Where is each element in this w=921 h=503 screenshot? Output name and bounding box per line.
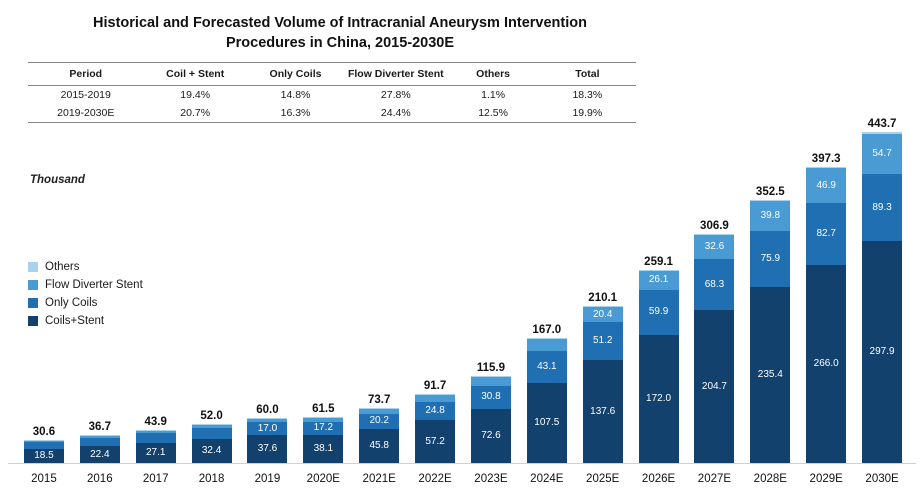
table-header-cell: Total: [539, 63, 636, 86]
x-axis-tick-label: 2019: [254, 473, 281, 485]
bar-segment-coils-stent: [806, 265, 846, 463]
table-header-cell: Others: [448, 63, 539, 86]
table-header-row: [28, 63, 636, 86]
bar-segment-value: 24.8: [425, 405, 445, 417]
x-axis-tick-label: 2015: [31, 473, 57, 485]
bar-segment-only-coils: [136, 433, 176, 443]
table-cell: 27.8%: [380, 89, 411, 102]
bar-segment-coils-stent: [247, 435, 287, 463]
bar-segment-flow-diverter-stent: [862, 134, 902, 175]
bar-segment-flow-diverter-stent: [583, 307, 623, 322]
bar-segment-coils-stent: [750, 287, 790, 463]
bar-segment-coils-stent: [359, 429, 399, 463]
bar-segment-value: 27.1: [145, 446, 166, 458]
bar-segment-value: 30.8: [481, 391, 501, 403]
bar-segment-value: 68.3: [704, 278, 725, 290]
table-cell: 12.5%: [448, 104, 539, 123]
bar-segment-coils-stent: [192, 439, 232, 463]
bar-segment-coils-stent: [415, 420, 455, 463]
bar-segment-coils-stent: [527, 383, 567, 463]
bar-group: [24, 426, 64, 463]
bar-segment-value: 172.0: [646, 392, 672, 404]
bar-total-label: 30.6: [32, 425, 56, 438]
x-axis-tick-label: 2020E: [306, 473, 340, 485]
bar-segment-only-coils: [24, 442, 64, 449]
bar-total-label: 60.0: [256, 403, 279, 416]
bar-segment-coils-stent: [639, 335, 679, 463]
bar-segment-flow-diverter-stent: [471, 377, 511, 386]
bar-segment-value: 59.9: [648, 306, 669, 318]
bar-total-label: 91.7: [423, 380, 447, 393]
bar-total-label: 443.7: [867, 118, 897, 131]
bar-total-label: 306.9: [700, 220, 729, 233]
bar-segment-only-coils: [247, 422, 287, 435]
table-cell: 24.4%: [344, 104, 447, 123]
bar-segment-flow-diverter-stent: [750, 201, 790, 231]
bar-segment-value: 266.0: [813, 357, 839, 369]
units-label: Thousand: [30, 174, 85, 186]
bar-segment-value: 137.6: [590, 405, 616, 417]
bar-total-label: 397.3: [811, 152, 841, 165]
bar-segment-value: 20.2: [369, 415, 389, 427]
bar-group: [583, 292, 623, 463]
x-axis-tick-label: 2028E: [753, 473, 787, 485]
table-cell: 20.7%: [144, 104, 247, 123]
table-cell: 18.3%: [572, 89, 603, 102]
bar-total-label: 43.9: [144, 415, 167, 428]
page-title: [30, 14, 650, 53]
bar-group: [694, 220, 734, 463]
x-axis-tick-label: 2025E: [586, 473, 620, 485]
bar-group: [639, 256, 679, 463]
table-cell: 2015-2019: [60, 89, 111, 102]
bar-segment-value: 17.0: [257, 422, 278, 434]
bar-segment-value: 235.4: [757, 369, 783, 381]
table-cell: 19.4%: [180, 89, 211, 102]
table-header-cell: Coil + Stent: [144, 63, 247, 86]
bar-segment-coils-stent: [471, 409, 511, 463]
legend-label: Others: [45, 260, 80, 273]
bar-total-label: 36.7: [88, 421, 111, 434]
bar-segment-coils-stent: [862, 241, 902, 463]
bar-group: [862, 118, 902, 463]
bar-segment-only-coils: [750, 231, 790, 288]
table-cell: 19.9%: [539, 104, 636, 123]
bar-total-label: 352.5: [755, 186, 785, 199]
bar-segment-value: 18.5: [34, 450, 54, 462]
bar-segment-only-coils: [583, 322, 623, 360]
bar-segment-value: 75.9: [760, 253, 781, 265]
x-axis-tick-label: 2016: [87, 473, 113, 485]
bar-segment-only-coils: [471, 386, 511, 409]
bar-segment-value: 38.1: [313, 442, 334, 454]
x-axis-tick-label: 2023E: [474, 473, 508, 485]
x-axis-line: [8, 463, 916, 464]
bar-total-label: 115.9: [476, 362, 506, 375]
table-cell: 16.3%: [247, 104, 344, 123]
x-axis-tick-label: 2022E: [418, 473, 452, 485]
bar-segment-only-coils: [359, 414, 399, 429]
stacked-bar-chart: [8, 100, 916, 485]
bar-segment-only-coils: [80, 438, 120, 447]
bar-segment-value: 72.6: [481, 429, 501, 441]
table-header-cell: Period: [28, 63, 144, 86]
bar-segment-value: 54.7: [872, 147, 892, 159]
bar-segment-only-coils: [806, 203, 846, 265]
page-title-line-2: Procedures in China, 2015-2030E: [225, 34, 455, 51]
bar-group: [80, 421, 120, 463]
bar-segment-coils-stent: [583, 360, 623, 463]
bar-segment-value: 39.8: [760, 210, 781, 222]
bar-total-label: 167.0: [532, 324, 562, 337]
bar-segment-value: 82.7: [816, 227, 836, 239]
bar-group: [303, 403, 343, 463]
bar-segment-value: 204.7: [701, 380, 727, 392]
bar-segment-flow-diverter-stent: [806, 168, 846, 203]
bar-group: [192, 410, 232, 463]
bar-total-label: 52.0: [200, 409, 223, 422]
bar-segment-value: 107.5: [534, 416, 560, 428]
bar-segment-coils-stent: [136, 443, 176, 463]
bar-segment-value: 89.3: [872, 201, 892, 213]
bar-segment-value: 26.1: [648, 274, 669, 286]
bar-segment-coils-stent: [694, 310, 734, 463]
bar-segment-value: 46.9: [816, 179, 836, 191]
table-cell: 1.1%: [481, 89, 506, 102]
x-axis-tick-label: 2030E: [865, 473, 899, 485]
bar-segment-value: 32.4: [201, 444, 222, 456]
bar-group: [806, 153, 846, 463]
bar-segment-value: 57.2: [425, 435, 445, 447]
x-axis-tick-label: 2029E: [809, 473, 843, 485]
bar-segment-value: 17.2: [313, 422, 334, 434]
bar-group: [247, 404, 287, 463]
x-axis-tick-label: 2017: [142, 473, 169, 485]
bar-segment-coils-stent: [24, 449, 64, 463]
bar-segment-value: 297.9: [869, 345, 895, 357]
bar-segment-only-coils: [862, 174, 902, 241]
bar-segment-only-coils: [527, 351, 567, 383]
table-header-cell: Flow Diverter Stent: [344, 63, 447, 86]
bar-group: [471, 362, 511, 463]
bar-segment-value: 43.1: [537, 360, 557, 372]
bar-segment-value: 37.6: [257, 442, 278, 454]
bar-segment-flow-diverter-stent: [694, 235, 734, 259]
table-cell: 14.8%: [280, 89, 311, 102]
bar-segment-only-coils: [694, 259, 734, 310]
x-axis-tick-label: 2021E: [362, 473, 396, 485]
bar-segment-coils-stent: [303, 435, 343, 463]
bar-segment-value: 22.4: [90, 448, 110, 460]
bar-segment-value: 20.4: [592, 308, 613, 320]
x-axis-tick-label: 2024E: [530, 473, 564, 485]
table-header-cell: Only Coils: [247, 63, 344, 86]
bar-segment-value: 51.2: [592, 335, 613, 347]
legend-label: Only Coils: [45, 296, 98, 309]
x-axis-tick-label: 2027E: [697, 473, 732, 485]
bar-segment-only-coils: [639, 290, 679, 335]
bar-segment-value: 45.8: [369, 439, 389, 451]
bar-segment-only-coils: [415, 402, 455, 420]
bar-group: [136, 416, 176, 463]
x-axis-tick-label: 2018: [198, 473, 225, 485]
x-axis-tick-label: 2026E: [641, 473, 676, 485]
bar-total-label: 259.1: [644, 255, 673, 268]
bar-segment-flow-diverter-stent: [415, 395, 455, 402]
bar-segment-value: 32.6: [704, 241, 725, 253]
bar-segment-only-coils: [192, 428, 232, 439]
bar-segment-only-coils: [303, 422, 343, 435]
table-cell: 2019-2030E: [28, 104, 144, 123]
bar-group: [415, 380, 455, 463]
bar-total-label: 210.1: [588, 292, 618, 305]
legend-label: Flow Diverter Stent: [45, 278, 143, 291]
page-title-line-1: Historical and Forecasted Volume of Intracranial Aneurysm Intervention: [93, 15, 587, 31]
bar-segment-flow-diverter-stent: [639, 271, 679, 290]
bar-group: [359, 394, 399, 463]
bar-segment-coils-stent: [80, 446, 120, 463]
bar-total-label: 61.5: [312, 402, 335, 415]
legend-label: Coils+Stent: [45, 314, 105, 327]
bar-segment-flow-diverter-stent: [527, 339, 567, 351]
bar-group: [750, 186, 790, 463]
bar-total-label: 73.7: [367, 393, 391, 406]
bar-group: [527, 324, 567, 463]
